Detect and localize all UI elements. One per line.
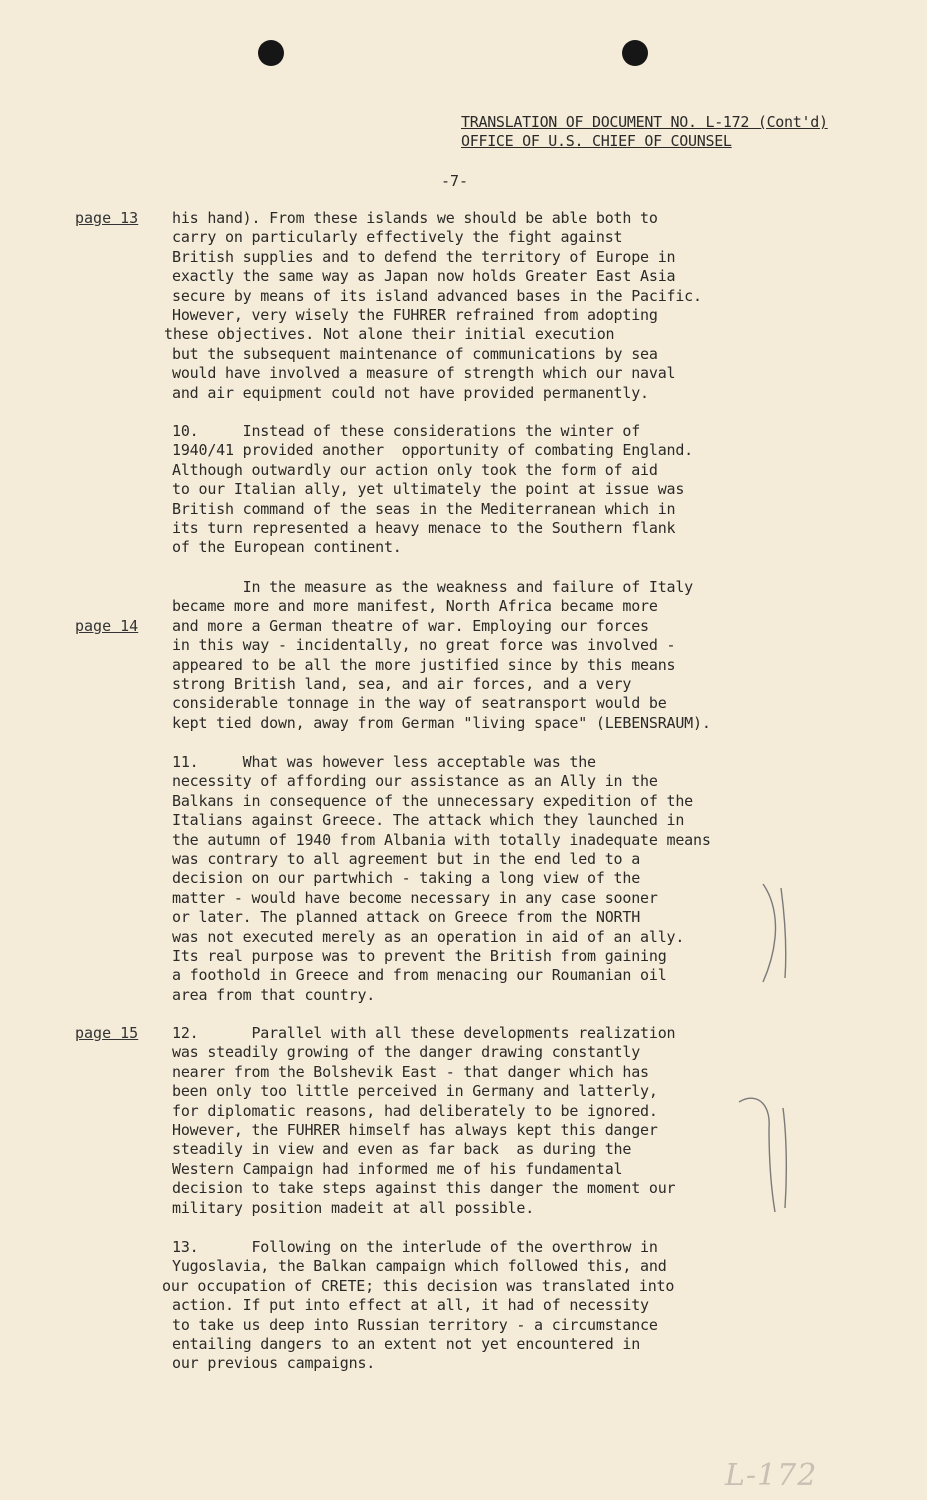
text-line: been only too little perceived in Germany and latterly,	[172, 1082, 658, 1101]
margin-label-page-15: page 15	[75, 1024, 139, 1042]
text-line: In the measure as the weakness and failure of Italy	[172, 578, 694, 596]
text-line: area from that country.	[172, 985, 376, 1004]
text-line: matter - would have become necessary in any case sooner	[172, 888, 658, 907]
paragraph-north-africa	[172, 578, 772, 733]
text-line: However, very wisely the FUHRER refrained from adopting	[172, 305, 658, 324]
text-line: to take us deep into Russian territory - a circumstance	[172, 1315, 658, 1334]
text-line: 10. Instead of these considerations the winter of	[172, 422, 641, 440]
text-line: Italians against Greece. The attack which they launched in	[172, 811, 685, 830]
text-line: decision on our partwhich - taking a long view of the	[172, 869, 641, 888]
text-line: strong British land, sea, and air forces, and a very	[172, 674, 632, 693]
text-line: his hand). From these islands we should be able both to	[172, 209, 658, 227]
text-line: Its real purpose was to prevent the British from gaining	[172, 946, 667, 965]
text-line: but the subsequent maintenance of communications by sea	[172, 344, 658, 363]
text-line: for diplomatic reasons, had deliberately to be ignored.	[172, 1101, 658, 1120]
text-line: would have involved a measure of strength which our naval	[172, 364, 676, 383]
text-line: necessity of affording our assistance as an Ally in the	[172, 772, 658, 791]
document-header	[461, 113, 828, 151]
header-office: OFFICE OF U.S. CHIEF OF COUNSEL	[461, 132, 732, 150]
text-line: Yugoslavia, the Balkan campaign which followed this, and	[172, 1257, 667, 1276]
text-line: appeared to be all the more justified since by this means	[172, 655, 676, 674]
punch-hole-right	[622, 40, 648, 66]
text-line: Western Campaign had informed me of his fundamental	[172, 1159, 623, 1178]
text-line: British command of the seas in the Mediterranean which in	[172, 499, 676, 518]
text-line: decision to take steps against this danger the moment our	[172, 1179, 676, 1198]
text-line: kept tied down, away from German "living space" (LEBENSRAUM).	[172, 713, 711, 732]
pencil-bracket-mark	[735, 1088, 795, 1218]
handwritten-document-number: L-172	[725, 1458, 818, 1493]
text-line: our occupation of CRETE; this decision was translated into	[162, 1276, 675, 1295]
punch-hole-left	[258, 40, 284, 66]
text-line: military position madeit at all possible.	[172, 1198, 535, 1217]
text-line: became more and more manifest, North Africa became more	[172, 597, 658, 616]
text-line: considerable tonnage in the way of seatransport would be	[172, 694, 667, 713]
text-line: these objectives. Not alone their initial execution	[164, 325, 615, 344]
paragraph-10	[172, 422, 772, 558]
text-line: steadily in view and even as far back as during the	[172, 1140, 632, 1159]
text-line: was contrary to all agreement but in the end led to a	[172, 849, 641, 868]
text-line: a foothold in Greece and from menacing our Roumanian oil	[172, 966, 667, 985]
text-line: to our Italian ally, yet ultimately the point at issue was	[172, 480, 685, 499]
text-line: its turn represented a heavy menace to the Southern flank	[172, 518, 676, 537]
text-line: 11. What was however less acceptable was the	[172, 753, 596, 771]
text-line: 1940/41 provided another opportunity of combating England.	[172, 441, 694, 460]
page-number: -7-	[441, 172, 469, 190]
margin-label-page-14: page 14	[75, 617, 139, 635]
text-line: and air equipment could not have provided permanently.	[172, 383, 649, 402]
paragraph-continuation	[164, 209, 772, 403]
text-line: 13. Following on the interlude of the overthrow in	[172, 1238, 658, 1256]
text-line: in this way - incidentally, no great force was involved -	[172, 636, 676, 655]
text-line: nearer from the Bolshevik East - that danger which has	[172, 1062, 649, 1081]
paragraph-12	[172, 1024, 772, 1218]
text-line: and more a German theatre of war. Employing our forces	[172, 616, 649, 635]
text-line: secure by means of its island advanced bases in the Pacific.	[172, 286, 702, 305]
text-line: of the European continent.	[172, 538, 402, 557]
text-line: 12. Parallel with all these developments realization	[172, 1024, 676, 1042]
paragraph-11	[172, 753, 772, 1005]
paragraph-13	[162, 1238, 772, 1374]
text-line: the autumn of 1940 from Albania with totally inadequate means	[172, 830, 711, 849]
text-line: exactly the same way as Japan now holds Greater East Asia	[172, 267, 676, 286]
text-line: carry on particularly effectively the fight against	[172, 228, 623, 247]
text-line: was not executed merely as an operation in aid of an ally.	[172, 927, 685, 946]
text-line: entailing dangers to an extent not yet encountered in	[172, 1334, 641, 1353]
text-line: British supplies and to defend the territory of Europe in	[172, 247, 676, 266]
text-line: our previous campaigns.	[172, 1354, 376, 1373]
pencil-bracket-mark	[755, 878, 795, 988]
text-line: Although outwardly our action only took the form of aid	[172, 460, 658, 479]
text-line: action. If put into effect at all, it had of necessity	[172, 1296, 649, 1315]
margin-label-page-13: page 13	[75, 209, 139, 227]
header-title: TRANSLATION OF DOCUMENT NO. L-172 (Cont'd)	[461, 113, 828, 131]
text-line: However, the FUHRER himself has always kept this danger	[172, 1120, 658, 1139]
text-line: Balkans in consequence of the unnecessary expedition of the	[172, 791, 694, 810]
text-line: or later. The planned attack on Greece from the NORTH	[172, 908, 641, 927]
text-line: was steadily growing of the danger drawing constantly	[172, 1043, 641, 1062]
